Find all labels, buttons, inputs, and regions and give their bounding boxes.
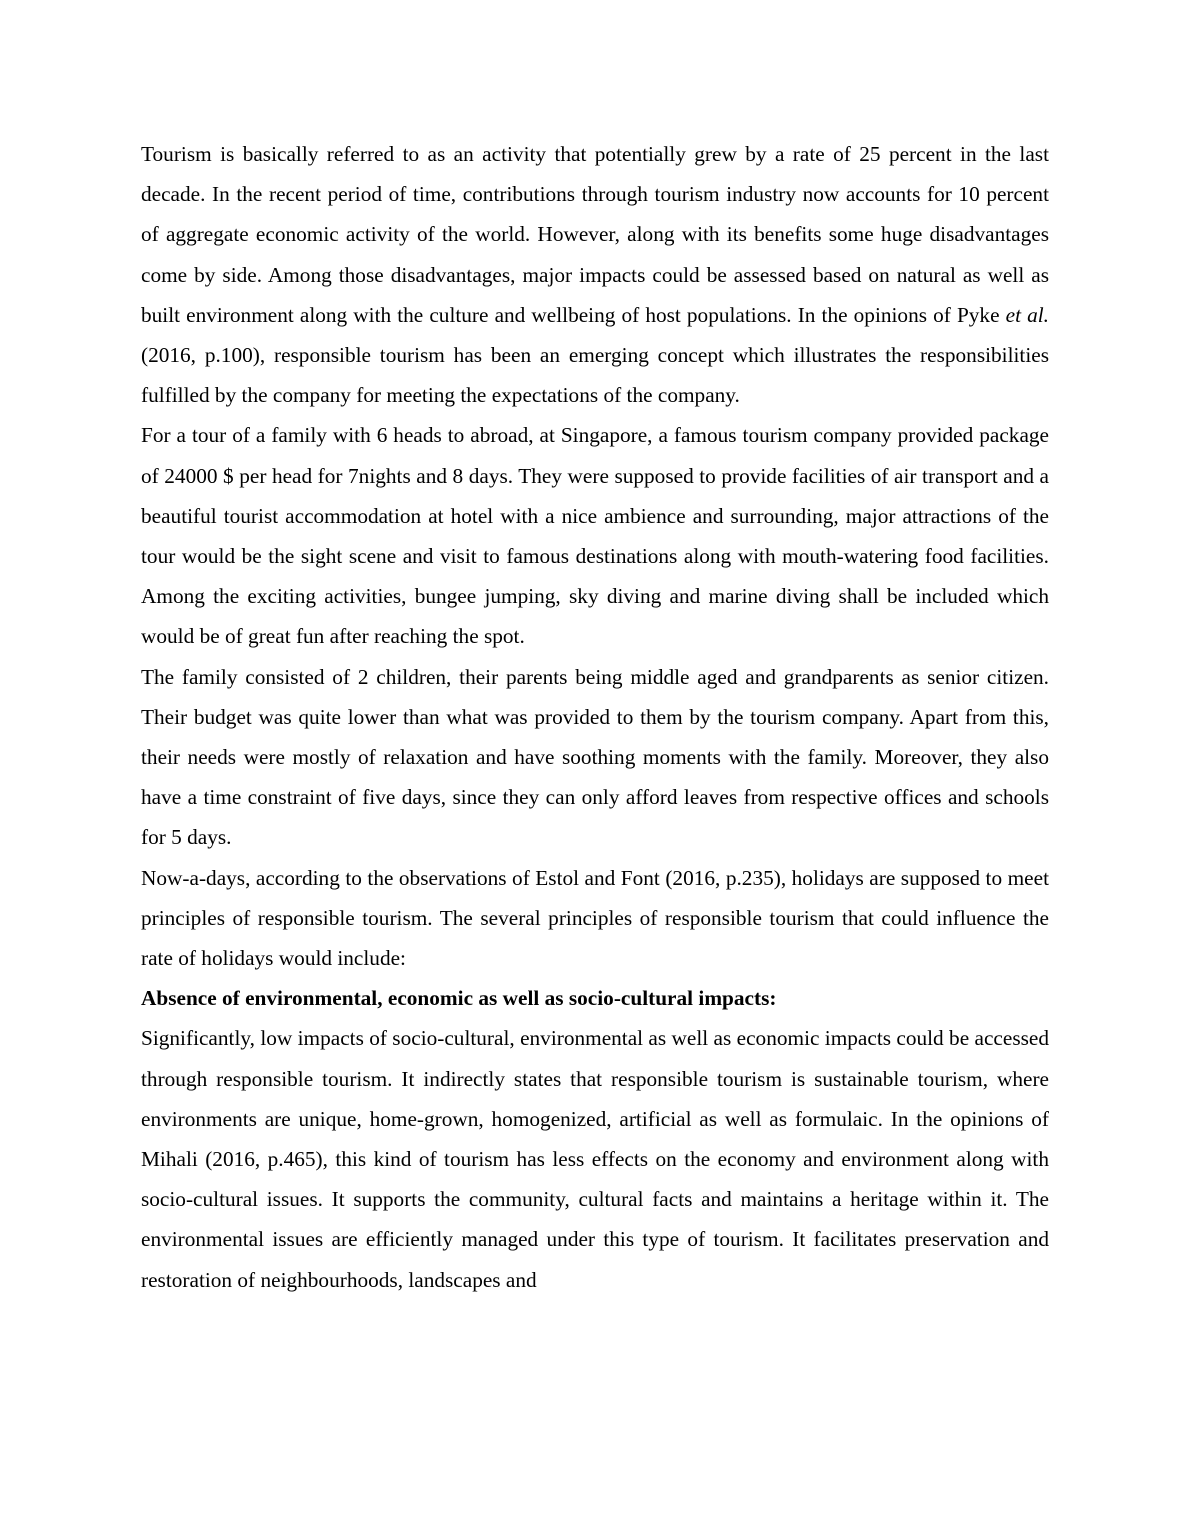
paragraph-principles: Now-a-days, according to the observations of Estol and Font (2016, p.235), holidays are supposed to meet principles of responsible tourism. The several principles of responsible tourism that could influence the rate of holidays would include:	[141, 865, 1049, 971]
citation-et-al: et al.	[1005, 302, 1049, 327]
document-body	[141, 134, 1049, 1300]
section-heading: Absence of environmental, economic as well as socio-cultural impacts:	[141, 986, 777, 1011]
paragraph-intro-text-b: (2016, p.100), responsible tourism has been an emerging concept which illustrates the responsibilities fulfilled by the company for meeting the expectations of the company.	[141, 343, 1049, 408]
paragraph-family-needs: The family consisted of 2 children, their parents being middle aged and grandparents as senior citizen. Their budget was quite lower than what was provided to them by the tourism company. Apart from this, their needs were mostly of relaxation and have soothing moments with the family. Moreover, they also have a time constraint of five days, since they can only afford leaves from respective offices and schools for 5 days.	[141, 664, 1049, 850]
paragraph-intro	[141, 134, 1049, 415]
paragraph-family-tour: For a tour of a family with 6 heads to abroad, at Singapore, a famous tourism company provided package of 24000 $ per head for 7nights and 8 days. They were supposed to provide facilities of air transport and a beautiful tourist accommodation at hotel with a nice ambience and surrounding, major attractions of the tour would be the sight scene and visit to famous destinations along with mouth-watering food facilities. Among the exciting activities, bungee jumping, sky diving and marine diving shall be included which would be of great fun after reaching the spot.	[141, 423, 1049, 649]
paragraph-impacts: Significantly, low impacts of socio-cultural, environmental as well as economic impacts could be accessed through responsible tourism. It indirectly states that responsible tourism is sustainable tourism, where environments are unique, home-grown, homogenized, artificial as well as formulaic. In the opinions of Mihali (2016, p.465), this kind of tourism has less effects on the economy and environment along with socio-cultural issues. It supports the community, cultural facts and maintains a heritage within it. The environmental issues are efficiently managed under this type of tourism. It facilitates preservation and restoration of neighbourhoods, landscapes and	[141, 1026, 1049, 1292]
paragraph-intro-text-a: Tourism is basically referred to as an activity that potentially grew by a rate of 25 percent in the last decade. In the recent period of time, contributions through tourism industry now accounts for 10 percent of aggregate economic activity of the world. However, along with its benefits some huge disadvantages come by side. Among those disadvantages, major impacts could be assessed based on natural as well as built environment along with the culture and wellbeing of host populations. In the opinions of Pyke	[141, 142, 1049, 327]
